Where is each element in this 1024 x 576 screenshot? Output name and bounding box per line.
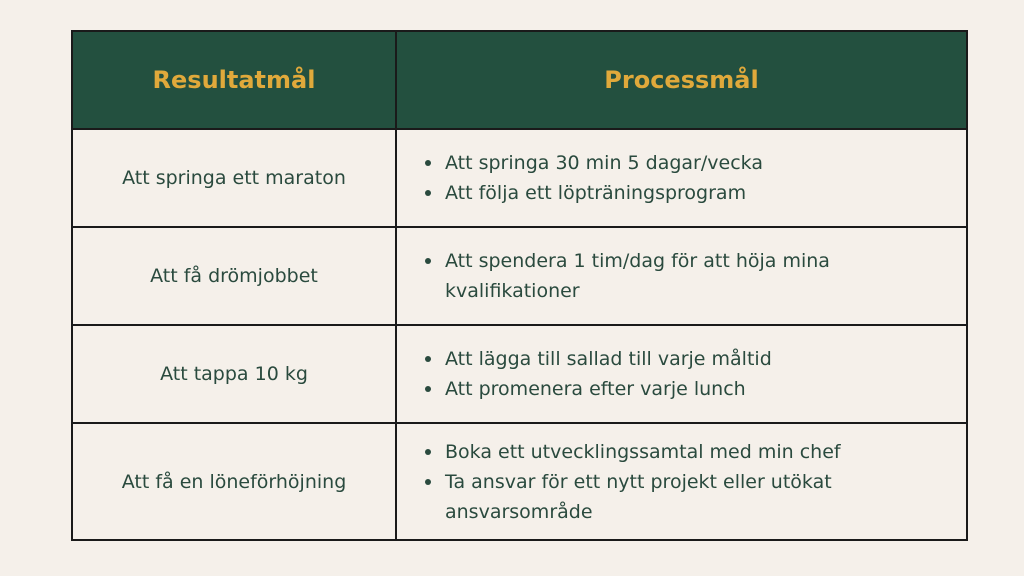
list-item: Att följa ett löpträningsprogram bbox=[425, 178, 946, 208]
list-item: Boka ett utvecklingssamtal med min chef bbox=[425, 437, 946, 467]
table-row bbox=[72, 325, 967, 423]
header-row bbox=[72, 31, 967, 129]
table-row bbox=[72, 423, 967, 540]
list-item: Att lägga till sallad till varje måltid bbox=[425, 344, 946, 374]
header-process: Processmål bbox=[396, 31, 967, 129]
header-result: Resultatmål bbox=[72, 31, 396, 129]
process-cell bbox=[396, 325, 967, 423]
table-row bbox=[72, 129, 967, 227]
process-cell bbox=[396, 227, 967, 325]
process-list bbox=[425, 437, 946, 527]
result-cell: Att springa ett maraton bbox=[72, 129, 396, 227]
process-cell bbox=[396, 129, 967, 227]
process-list bbox=[425, 344, 946, 404]
list-item: Ta ansvar för ett nytt projekt eller utökat ansvarsområde bbox=[425, 467, 946, 527]
result-cell: Att få en löneförhöjning bbox=[72, 423, 396, 540]
process-list bbox=[425, 148, 946, 208]
goals-table bbox=[71, 30, 968, 541]
result-cell: Att få drömjobbet bbox=[72, 227, 396, 325]
process-cell bbox=[396, 423, 967, 540]
table-row bbox=[72, 227, 967, 325]
list-item: Att springa 30 min 5 dagar/vecka bbox=[425, 148, 946, 178]
result-cell: Att tappa 10 kg bbox=[72, 325, 396, 423]
list-item: Att spendera 1 tim/dag för att höja mina kvalifikationer bbox=[425, 246, 946, 306]
list-item: Att promenera efter varje lunch bbox=[425, 374, 946, 404]
process-list bbox=[425, 246, 946, 306]
